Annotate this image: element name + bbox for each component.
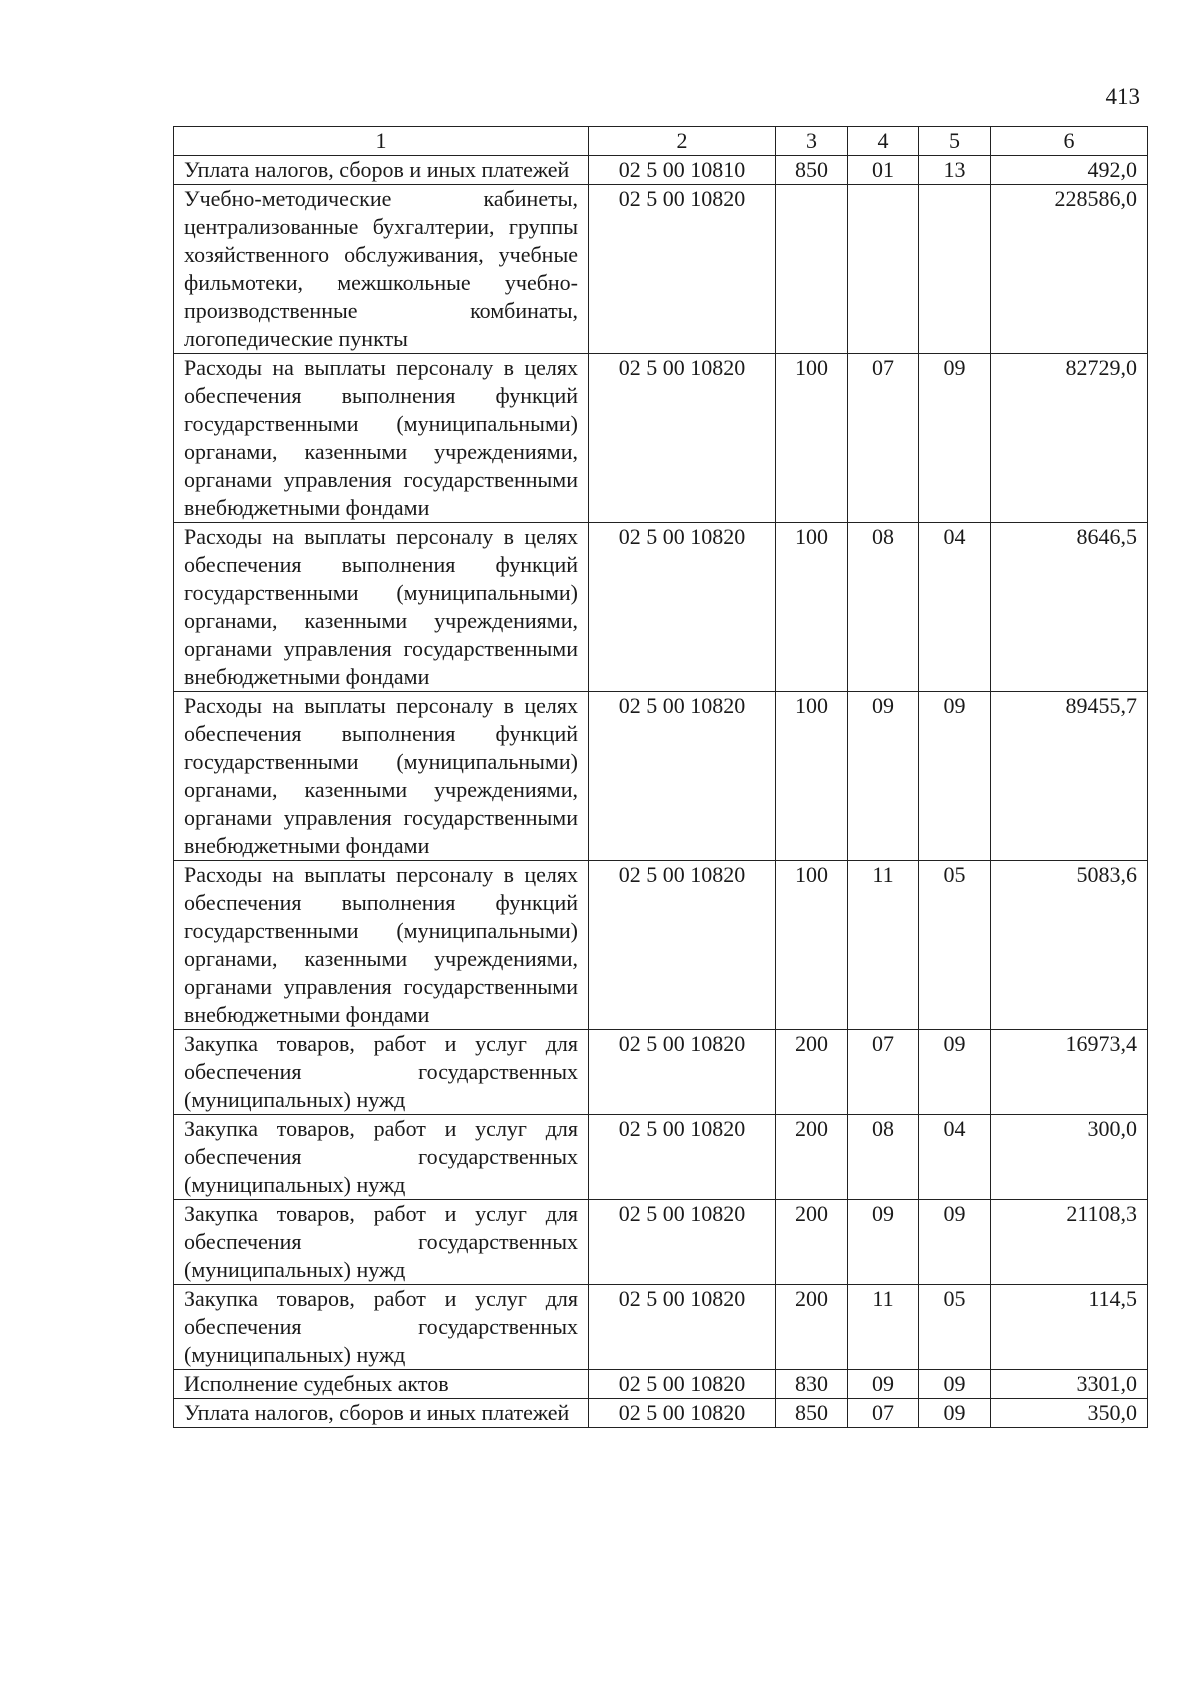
row-name: Закупка товаров, работ и услуг для обеспечения государственных (муниципальных) нужд: [174, 1115, 589, 1200]
column-header: 6: [991, 127, 1148, 156]
row-sum: 16973,4: [991, 1030, 1148, 1115]
table-row: [174, 692, 1148, 861]
row-sum: 82729,0: [991, 354, 1148, 523]
row-section: 01: [848, 156, 919, 185]
row-sum: 3301,0: [991, 1370, 1148, 1399]
column-header: 2: [589, 127, 776, 156]
row-expense-type: 200: [776, 1285, 848, 1370]
row-sum: 21108,3: [991, 1200, 1148, 1285]
row-name: Закупка товаров, работ и услуг для обеспечения государственных (муниципальных) нужд: [174, 1285, 589, 1370]
row-section: 11: [848, 1285, 919, 1370]
table-row: [174, 523, 1148, 692]
row-sum: 350,0: [991, 1399, 1148, 1428]
row-code: 02 5 00 10820: [589, 692, 776, 861]
row-subsection: 09: [919, 1370, 991, 1399]
column-header: 1: [174, 127, 589, 156]
row-subsection: 09: [919, 354, 991, 523]
table-row: [174, 1200, 1148, 1285]
row-name: Закупка товаров, работ и услуг для обеспечения государственных (муниципальных) нужд: [174, 1030, 589, 1115]
table-header-row: [174, 127, 1148, 156]
row-code: 02 5 00 10820: [589, 1285, 776, 1370]
row-subsection: 05: [919, 861, 991, 1030]
row-code: 02 5 00 10820: [589, 1030, 776, 1115]
row-sum: 89455,7: [991, 692, 1148, 861]
row-subsection: 09: [919, 1399, 991, 1428]
budget-table: [173, 126, 1148, 1428]
table-row: [174, 1115, 1148, 1200]
row-subsection: 09: [919, 1030, 991, 1115]
row-subsection: [919, 185, 991, 354]
row-expense-type: 200: [776, 1030, 848, 1115]
row-sum: 8646,5: [991, 523, 1148, 692]
row-expense-type: 100: [776, 861, 848, 1030]
row-sum: 114,5: [991, 1285, 1148, 1370]
row-name: Расходы на выплаты персоналу в целях обеспечения выполнения функций государственными (муниципальными) органами, казенными учреждениями, органами управления государственными внебюджетными фондами: [174, 523, 589, 692]
row-subsection: 04: [919, 523, 991, 692]
row-code: 02 5 00 10820: [589, 1115, 776, 1200]
row-section: 07: [848, 1030, 919, 1115]
row-expense-type: 100: [776, 523, 848, 692]
column-header: 3: [776, 127, 848, 156]
row-section: 08: [848, 1115, 919, 1200]
row-name: Закупка товаров, работ и услуг для обеспечения государственных (муниципальных) нужд: [174, 1200, 589, 1285]
row-code: 02 5 00 10820: [589, 1399, 776, 1428]
row-expense-type: [776, 185, 848, 354]
page-number: 413: [1105, 84, 1140, 109]
row-sum: 228586,0: [991, 185, 1148, 354]
row-code: 02 5 00 10820: [589, 1370, 776, 1399]
row-section: 11: [848, 861, 919, 1030]
table-row: [174, 185, 1148, 354]
row-expense-type: 830: [776, 1370, 848, 1399]
row-code: 02 5 00 10820: [589, 354, 776, 523]
row-section: 07: [848, 354, 919, 523]
row-sum: 300,0: [991, 1115, 1148, 1200]
table-row: [174, 354, 1148, 523]
row-sum: 5083,6: [991, 861, 1148, 1030]
table-row: [174, 156, 1148, 185]
row-section: 08: [848, 523, 919, 692]
row-subsection: 04: [919, 1115, 991, 1200]
row-name: Уплата налогов, сборов и иных платежей: [174, 156, 589, 185]
row-code: 02 5 00 10820: [589, 1200, 776, 1285]
row-name: Исполнение судебных актов: [174, 1370, 589, 1399]
row-section: 07: [848, 1399, 919, 1428]
row-section: 09: [848, 1370, 919, 1399]
table-row: [174, 1370, 1148, 1399]
table-row: [174, 1030, 1148, 1115]
row-name: Расходы на выплаты персоналу в целях обеспечения выполнения функций государственными (муниципальными) органами, казенными учреждениями, органами управления государственными внебюджетными фондами: [174, 861, 589, 1030]
row-expense-type: 200: [776, 1115, 848, 1200]
row-name: Учебно-методические кабинеты, централизованные бухгалтерии, группы хозяйственного обслуживания, учебные фильмотеки, межшкольные учебно-производственные комбинаты, логопедические пункты: [174, 185, 589, 354]
row-code: 02 5 00 10820: [589, 523, 776, 692]
row-subsection: 09: [919, 692, 991, 861]
table-row: [174, 861, 1148, 1030]
row-code: 02 5 00 10820: [589, 185, 776, 354]
row-subsection: 05: [919, 1285, 991, 1370]
row-section: [848, 185, 919, 354]
row-name: Расходы на выплаты персоналу в целях обеспечения выполнения функций государственными (муниципальными) органами, казенными учреждениями, органами управления государственными внебюджетными фондами: [174, 692, 589, 861]
row-name: Уплата налогов, сборов и иных платежей: [174, 1399, 589, 1428]
row-expense-type: 850: [776, 156, 848, 185]
row-subsection: 09: [919, 1200, 991, 1285]
table-row: [174, 1399, 1148, 1428]
row-code: 02 5 00 10820: [589, 861, 776, 1030]
row-expense-type: 200: [776, 1200, 848, 1285]
row-section: 09: [848, 1200, 919, 1285]
row-expense-type: 850: [776, 1399, 848, 1428]
row-expense-type: 100: [776, 354, 848, 523]
row-sum: 492,0: [991, 156, 1148, 185]
row-code: 02 5 00 10810: [589, 156, 776, 185]
row-expense-type: 100: [776, 692, 848, 861]
column-header: 4: [848, 127, 919, 156]
row-name: Расходы на выплаты персоналу в целях обеспечения выполнения функций государственными (муниципальными) органами, казенными учреждениями, органами управления государственными внебюджетными фондами: [174, 354, 589, 523]
table-row: [174, 1285, 1148, 1370]
row-subsection: 13: [919, 156, 991, 185]
column-header: 5: [919, 127, 991, 156]
row-section: 09: [848, 692, 919, 861]
